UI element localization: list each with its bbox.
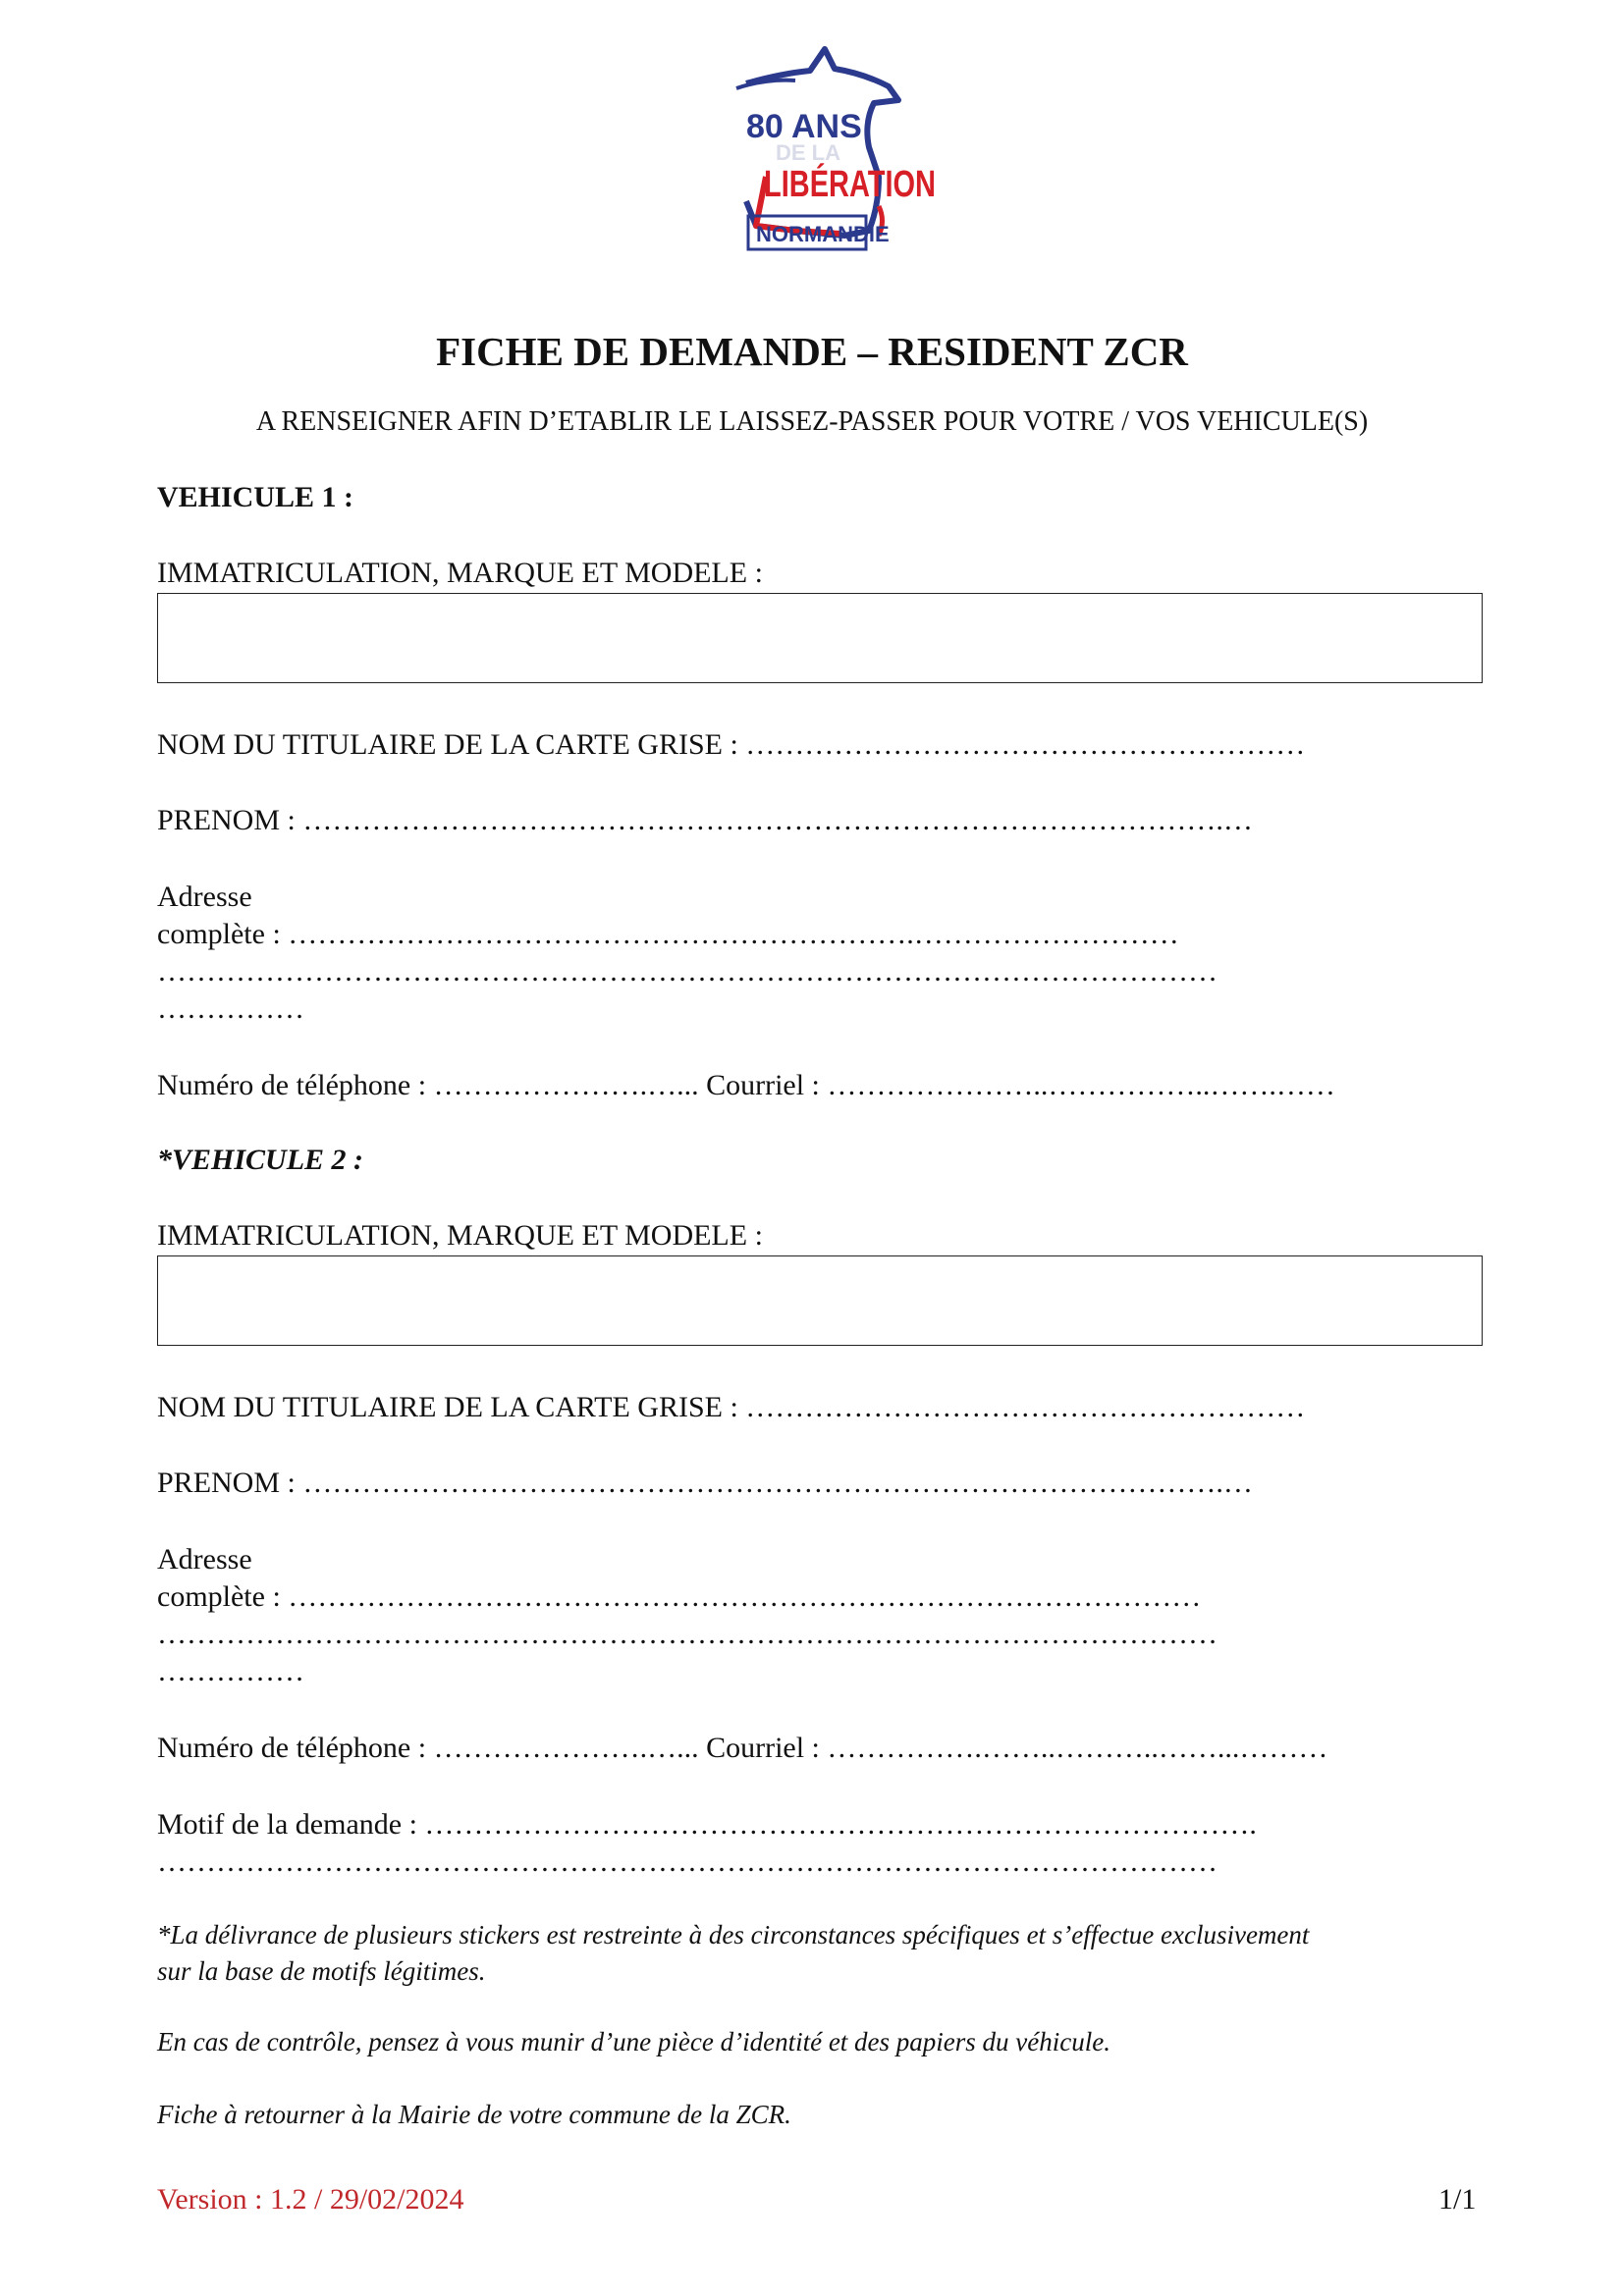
motif-line2[interactable]: ………………………………………………………………………………………………: [157, 1845, 1218, 1878]
vehicle1-adresse-label: Adresse: [157, 881, 252, 913]
vehicle2-heading: *VEHICULE 2 :: [157, 1144, 364, 1176]
vehicle2-contact-line[interactable]: Numéro de téléphone : ………………….…... Courriel : …………….……..………..……...………: [157, 1732, 1328, 1764]
vehicle2-adresse-label: Adresse: [157, 1543, 252, 1575]
page-title: FICHE DE DEMANDE – RESIDENT ZCR: [436, 329, 1188, 374]
vehicle1-adresse-line2[interactable]: ………………………………………………………………………………………………: [157, 955, 1218, 988]
vehicle2-immat-field[interactable]: [157, 1255, 1483, 1346]
france-map-icon: [677, 29, 972, 285]
vehicle2-immat-label: IMMATRICULATION, MARQUE ET MODELE :: [157, 1219, 763, 1252]
vehicle1-adresse-line3[interactable]: ……………: [157, 992, 304, 1025]
note1-line2: sur la base de motifs légitimes.: [157, 1956, 486, 1986]
vehicle2-adresse-line3[interactable]: ……………: [157, 1655, 304, 1687]
vehicle1-nom-line[interactable]: NOM DU TITULAIRE DE LA CARTE GRISE : …………………………………………………: [157, 728, 1306, 761]
vehicle1-heading: VEHICULE 1 :: [157, 481, 354, 513]
logo-line1: 80 ANS: [746, 108, 862, 145]
page-subtitle: A RENSEIGNER AFIN D’ETABLIR LE LAISSEZ-PASSER POUR VOTRE / VOS VEHICULE(S): [255, 406, 1369, 437]
vehicle2-adresse-line2[interactable]: ………………………………………………………………………………………………: [157, 1618, 1218, 1650]
motif-line1[interactable]: Motif de la demande : ………………………………………………………………………….: [157, 1808, 1257, 1841]
vehicle1-prenom-line[interactable]: PRENOM : ………………………………………………………………………………….…: [157, 804, 1253, 836]
logo-line2: DE LA: [776, 140, 840, 165]
footer-version: Version : 1.2 / 29/02/2024: [157, 2183, 464, 2216]
note3: Fiche à retourner à la Mairie de votre commune de la ZCR.: [157, 2100, 791, 2129]
vehicle2-prenom-line[interactable]: PRENOM : ………………………………………………………………………………….…: [157, 1467, 1253, 1499]
vehicle1-immat-label: IMMATRICULATION, MARQUE ET MODELE :: [157, 557, 763, 589]
vehicle1-adresse-line1[interactable]: complète : ……………………………………………………….………………………: [157, 918, 1179, 950]
note2: En cas de contrôle, pensez à vous munir d’une pièce d’identité et des papiers du véhicule.: [157, 2027, 1110, 2056]
logo-line3: LIBÉRATION: [764, 164, 972, 205]
vehicle2-adresse-line1[interactable]: complète : …………………………………………………………………………………: [157, 1580, 1202, 1613]
vehicle1-immat-field[interactable]: [157, 593, 1483, 683]
vehicle2-nom-line[interactable]: NOM DU TITULAIRE DE LA CARTE GRISE : …………………………………………………: [157, 1391, 1306, 1423]
logo-80-ans-liberation: [677, 29, 972, 285]
note1-line1: *La délivrance de plusieurs stickers est restreinte à des circonstances spécifiques et s’effectue exclusivement: [157, 1920, 1310, 1949]
vehicle1-contact-line[interactable]: Numéro de téléphone : ………………….…... Courriel : …………………..……………..…….……: [157, 1069, 1335, 1101]
logo-line4: NORMANDIE: [756, 222, 890, 246]
footer-page-number: 1/1: [1438, 2183, 1477, 2216]
